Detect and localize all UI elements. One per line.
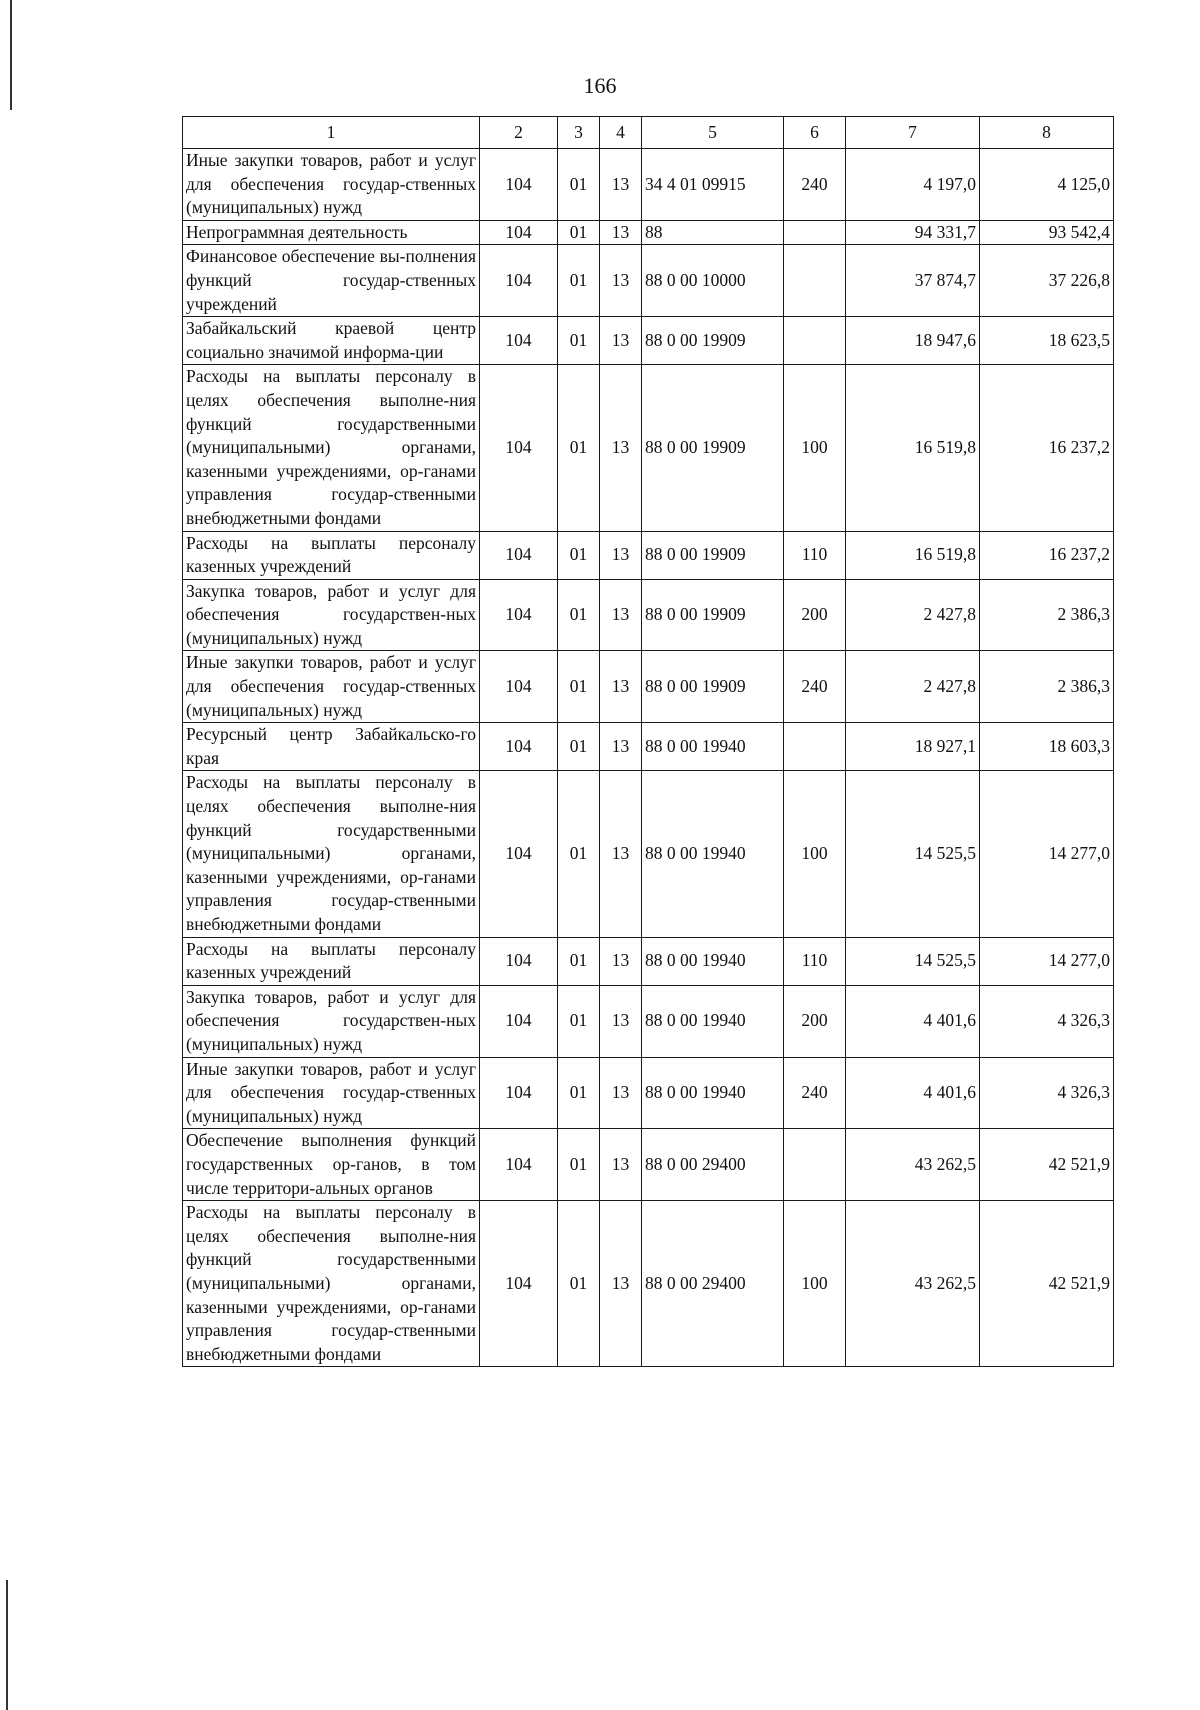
cell-expense-type: 110	[784, 937, 846, 985]
table-row	[183, 531, 1114, 579]
table-row	[183, 317, 1114, 365]
cell-ministry-code: 104	[480, 365, 558, 531]
cell-section: 01	[558, 651, 600, 723]
row-name: Расходы на выплаты персоналу в целях обеспечения выполне-ния функций государственными (муниципальными) органами, казенными учреждениями, ор-ганами управления государ-ственными внебюджетными фондами	[183, 1201, 480, 1367]
cell-amount-year-2: 18 623,5	[980, 317, 1114, 365]
cell-amount-year-2: 14 277,0	[980, 937, 1114, 985]
table-row	[183, 985, 1114, 1057]
cell-amount-year-2: 93 542,4	[980, 220, 1114, 245]
cell-ministry-code: 104	[480, 220, 558, 245]
cell-target-article: 88 0 00 19940	[642, 985, 784, 1057]
cell-amount-year-1: 18 947,6	[846, 317, 980, 365]
cell-target-article: 88 0 00 19940	[642, 937, 784, 985]
cell-section: 01	[558, 149, 600, 221]
cell-target-article: 88 0 00 19909	[642, 531, 784, 579]
row-name: Непрограммная деятельность	[183, 220, 480, 245]
table-row	[183, 771, 1114, 937]
cell-ministry-code: 104	[480, 1201, 558, 1367]
cell-target-article: 88 0 00 19909	[642, 365, 784, 531]
cell-expense-type: 240	[784, 651, 846, 723]
table-row	[183, 723, 1114, 771]
cell-subsection: 13	[600, 245, 642, 317]
cell-amount-year-1: 2 427,8	[846, 651, 980, 723]
cell-subsection: 13	[600, 1201, 642, 1367]
cell-expense-type: 100	[784, 1201, 846, 1367]
cell-amount-year-1: 4 401,6	[846, 1057, 980, 1129]
table-row	[183, 651, 1114, 723]
cell-amount-year-1: 43 262,5	[846, 1129, 980, 1201]
cell-section: 01	[558, 937, 600, 985]
cell-target-article: 88	[642, 220, 784, 245]
header-cell: 3	[558, 117, 600, 149]
cell-amount-year-2: 42 521,9	[980, 1129, 1114, 1201]
cell-expense-type	[784, 245, 846, 317]
table-row	[183, 579, 1114, 651]
cell-expense-type: 110	[784, 531, 846, 579]
cell-amount-year-1: 14 525,5	[846, 771, 980, 937]
cell-amount-year-1: 37 874,7	[846, 245, 980, 317]
cell-expense-type	[784, 723, 846, 771]
cell-section: 01	[558, 1057, 600, 1129]
cell-expense-type	[784, 1129, 846, 1201]
cell-ministry-code: 104	[480, 245, 558, 317]
cell-target-article: 88 0 00 10000	[642, 245, 784, 317]
header-cell: 7	[846, 117, 980, 149]
table-row	[183, 220, 1114, 245]
cell-subsection: 13	[600, 317, 642, 365]
table-row	[183, 149, 1114, 221]
table-row	[183, 1129, 1114, 1201]
cell-subsection: 13	[600, 723, 642, 771]
cell-target-article: 88 0 00 19940	[642, 723, 784, 771]
cell-section: 01	[558, 985, 600, 1057]
header-cell: 2	[480, 117, 558, 149]
row-name: Расходы на выплаты персоналу казенных учреждений	[183, 937, 480, 985]
cell-target-article: 88 0 00 19940	[642, 771, 784, 937]
cell-ministry-code: 104	[480, 1057, 558, 1129]
row-name: Забайкальский краевой центр социально значимой информа-ции	[183, 317, 480, 365]
cell-subsection: 13	[600, 1129, 642, 1201]
header-cell: 6	[784, 117, 846, 149]
cell-ministry-code: 104	[480, 723, 558, 771]
table-row	[183, 1201, 1114, 1367]
cell-expense-type: 100	[784, 771, 846, 937]
cell-amount-year-2: 37 226,8	[980, 245, 1114, 317]
budget-table	[182, 116, 1114, 1367]
cell-section: 01	[558, 317, 600, 365]
cell-section: 01	[558, 220, 600, 245]
cell-ministry-code: 104	[480, 937, 558, 985]
cell-ministry-code: 104	[480, 531, 558, 579]
cell-target-article: 88 0 00 19909	[642, 317, 784, 365]
cell-subsection: 13	[600, 651, 642, 723]
cell-section: 01	[558, 771, 600, 937]
cell-subsection: 13	[600, 937, 642, 985]
cell-amount-year-1: 16 519,8	[846, 531, 980, 579]
cell-amount-year-1: 4 401,6	[846, 985, 980, 1057]
cell-amount-year-2: 4 326,3	[980, 1057, 1114, 1129]
cell-amount-year-1: 16 519,8	[846, 365, 980, 531]
table-row	[183, 937, 1114, 985]
cell-subsection: 13	[600, 771, 642, 937]
scan-edge-mark-top	[10, 0, 12, 110]
row-name: Расходы на выплаты персоналу казенных учреждений	[183, 531, 480, 579]
cell-amount-year-1: 14 525,5	[846, 937, 980, 985]
cell-subsection: 13	[600, 220, 642, 245]
cell-subsection: 13	[600, 365, 642, 531]
cell-ministry-code: 104	[480, 579, 558, 651]
cell-ministry-code: 104	[480, 1129, 558, 1201]
cell-subsection: 13	[600, 149, 642, 221]
cell-target-article: 88 0 00 19940	[642, 1057, 784, 1129]
cell-amount-year-2: 16 237,2	[980, 531, 1114, 579]
cell-amount-year-2: 2 386,3	[980, 651, 1114, 723]
cell-amount-year-2: 42 521,9	[980, 1201, 1114, 1367]
row-name: Обеспечение выполнения функций государственных ор-ганов, в том числе территори-альных органов	[183, 1129, 480, 1201]
table-row	[183, 245, 1114, 317]
cell-amount-year-1: 94 331,7	[846, 220, 980, 245]
header-cell: 5	[642, 117, 784, 149]
header-cell: 4	[600, 117, 642, 149]
cell-section: 01	[558, 531, 600, 579]
cell-ministry-code: 104	[480, 985, 558, 1057]
row-name: Расходы на выплаты персоналу в целях обеспечения выполне-ния функций государственными (муниципальными) органами, казенными учреждениями, ор-ганами управления государ-ственными внебюджетными фондами	[183, 771, 480, 937]
cell-section: 01	[558, 1201, 600, 1367]
cell-amount-year-1: 4 197,0	[846, 149, 980, 221]
cell-amount-year-2: 4 326,3	[980, 985, 1114, 1057]
table-row	[183, 365, 1114, 531]
cell-subsection: 13	[600, 579, 642, 651]
cell-ministry-code: 104	[480, 651, 558, 723]
row-name: Закупка товаров, работ и услуг для обеспечения государствен-ных (муниципальных) нужд	[183, 985, 480, 1057]
cell-expense-type	[784, 220, 846, 245]
cell-expense-type: 240	[784, 149, 846, 221]
cell-expense-type: 200	[784, 579, 846, 651]
cell-target-article: 88 0 00 29400	[642, 1201, 784, 1367]
cell-ministry-code: 104	[480, 771, 558, 937]
scan-edge-mark-bottom	[6, 1580, 8, 1710]
cell-amount-year-2: 2 386,3	[980, 579, 1114, 651]
cell-expense-type: 240	[784, 1057, 846, 1129]
cell-amount-year-2: 16 237,2	[980, 365, 1114, 531]
cell-target-article: 34 4 01 09915	[642, 149, 784, 221]
cell-subsection: 13	[600, 1057, 642, 1129]
row-name: Расходы на выплаты персоналу в целях обеспечения выполне-ния функций государственными (муниципальными) органами, казенными учреждениями, ор-ганами управления государ-ственными внебюджетными фондами	[183, 365, 480, 531]
cell-amount-year-2: 14 277,0	[980, 771, 1114, 937]
cell-amount-year-1: 2 427,8	[846, 579, 980, 651]
page-number: 166	[583, 73, 617, 98]
cell-section: 01	[558, 723, 600, 771]
cell-target-article: 88 0 00 19909	[642, 651, 784, 723]
cell-subsection: 13	[600, 985, 642, 1057]
row-name: Иные закупки товаров, работ и услуг для обеспечения государ-ственных (муниципальных) нужд	[183, 1057, 480, 1129]
cell-amount-year-2: 4 125,0	[980, 149, 1114, 221]
header-cell: 8	[980, 117, 1114, 149]
header-cell: 1	[183, 117, 480, 149]
row-name: Иные закупки товаров, работ и услуг для обеспечения государ-ственных (муниципальных) нужд	[183, 149, 480, 221]
cell-ministry-code: 104	[480, 149, 558, 221]
cell-amount-year-2: 18 603,3	[980, 723, 1114, 771]
cell-ministry-code: 104	[480, 317, 558, 365]
cell-section: 01	[558, 365, 600, 531]
cell-amount-year-1: 43 262,5	[846, 1201, 980, 1367]
table-row	[183, 1057, 1114, 1129]
cell-amount-year-1: 18 927,1	[846, 723, 980, 771]
row-name: Закупка товаров, работ и услуг для обеспечения государствен-ных (муниципальных) нужд	[183, 579, 480, 651]
cell-section: 01	[558, 245, 600, 317]
cell-expense-type: 100	[784, 365, 846, 531]
row-name: Ресурсный центр Забайкальско-го края	[183, 723, 480, 771]
cell-expense-type	[784, 317, 846, 365]
row-name: Иные закупки товаров, работ и услуг для обеспечения государ-ственных (муниципальных) нужд	[183, 651, 480, 723]
row-name: Финансовое обеспечение вы-полнения функций государ-ственных учреждений	[183, 245, 480, 317]
cell-expense-type: 200	[784, 985, 846, 1057]
cell-target-article: 88 0 00 29400	[642, 1129, 784, 1201]
table-header-row	[183, 117, 1114, 149]
cell-subsection: 13	[600, 531, 642, 579]
cell-target-article: 88 0 00 19909	[642, 579, 784, 651]
cell-section: 01	[558, 579, 600, 651]
cell-section: 01	[558, 1129, 600, 1201]
